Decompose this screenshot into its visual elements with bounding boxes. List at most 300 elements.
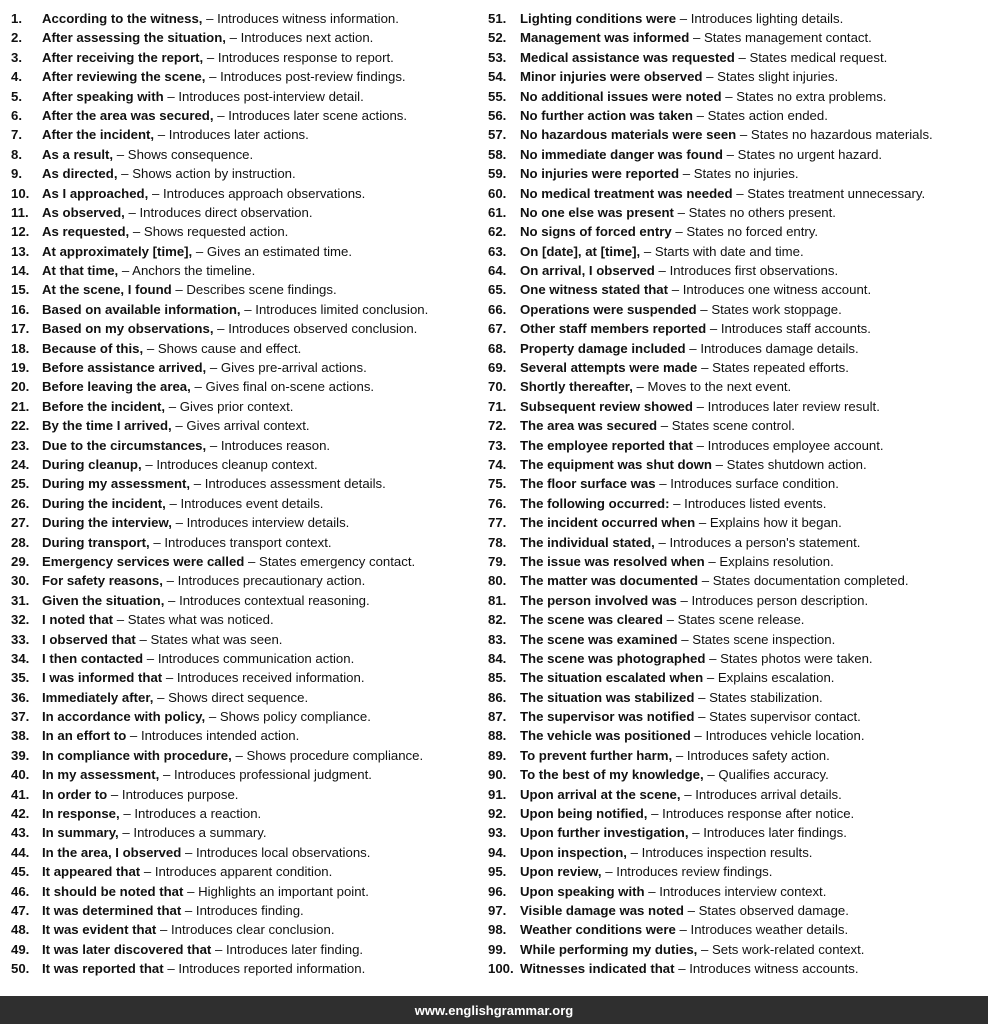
item-phrase: Medical assistance was requested bbox=[520, 49, 735, 65]
item-separator: – bbox=[187, 883, 195, 899]
item-phrase: Shortly thereafter, bbox=[520, 379, 633, 395]
item-description: Moves to the next event. bbox=[647, 379, 792, 395]
item-separator: – bbox=[679, 11, 688, 26]
footer-site-link[interactable]: www.englishgrammar.org bbox=[414, 1002, 574, 1018]
item-phrase: I observed that bbox=[42, 631, 136, 647]
item-phrase: As I approached, bbox=[42, 185, 149, 201]
item-separator: – bbox=[139, 631, 147, 647]
item-number: 48. bbox=[11, 922, 30, 938]
list-item bbox=[11, 823, 481, 842]
item-separator: – bbox=[157, 127, 166, 143]
item-description: Introduces later scene actions. bbox=[228, 107, 408, 123]
item-description: Introduces event details. bbox=[180, 495, 324, 511]
list-item bbox=[488, 862, 986, 881]
item-number: 7. bbox=[11, 127, 22, 143]
item-description: Introduces observed conclusion. bbox=[228, 321, 418, 337]
list-item bbox=[11, 707, 481, 726]
list-item bbox=[488, 901, 986, 920]
item-number: 69. bbox=[488, 360, 507, 376]
item-phrase: The situation escalated when bbox=[520, 670, 704, 686]
item-phrase: Upon review, bbox=[520, 864, 602, 880]
item-phrase: During the incident, bbox=[42, 495, 166, 511]
item-phrase: At the scene, I found bbox=[42, 282, 172, 298]
item-number: 63. bbox=[488, 243, 507, 259]
list-item bbox=[11, 843, 481, 862]
item-description: Anchors the timeline. bbox=[132, 263, 256, 279]
item-separator: – bbox=[687, 902, 695, 918]
item-number: 45. bbox=[11, 864, 30, 880]
item-separator: – bbox=[684, 786, 692, 802]
item-separator: – bbox=[195, 243, 204, 259]
item-separator: – bbox=[121, 263, 130, 279]
item-separator: – bbox=[110, 786, 119, 802]
list-item bbox=[11, 184, 481, 203]
item-phrase: It was evident that bbox=[42, 922, 157, 938]
item-description: Introduces person description. bbox=[691, 592, 869, 608]
item-separator: – bbox=[736, 185, 744, 201]
list-item bbox=[11, 397, 481, 416]
item-separator: – bbox=[700, 301, 708, 317]
item-separator: – bbox=[696, 398, 704, 414]
item-description: Introduces employee account. bbox=[707, 437, 884, 453]
list-item bbox=[488, 494, 986, 513]
item-separator: – bbox=[214, 941, 223, 957]
item-separator: – bbox=[739, 127, 748, 143]
item-separator: – bbox=[169, 495, 177, 511]
item-phrase: Visible damage was noted bbox=[520, 902, 684, 918]
item-phrase: I noted that bbox=[42, 612, 114, 628]
list-item bbox=[488, 552, 986, 571]
list-item bbox=[11, 533, 481, 552]
item-description: States what was noticed. bbox=[127, 612, 274, 628]
list-item bbox=[11, 746, 481, 765]
item-number: 86. bbox=[488, 689, 507, 705]
item-description: States action ended. bbox=[707, 107, 828, 123]
item-description: Introduces communication action. bbox=[157, 650, 355, 666]
item-number: 41. bbox=[11, 786, 30, 802]
item-separator: – bbox=[121, 166, 129, 182]
list-item bbox=[488, 436, 986, 455]
item-separator: – bbox=[648, 883, 656, 899]
item-number: 73. bbox=[488, 437, 507, 453]
item-phrase: To prevent further harm, bbox=[520, 747, 673, 763]
item-number: 59. bbox=[488, 166, 507, 182]
list-item bbox=[488, 377, 986, 396]
item-phrase: After speaking with bbox=[42, 88, 164, 104]
item-separator: – bbox=[151, 185, 160, 201]
item-description: Describes scene findings. bbox=[186, 282, 337, 298]
item-phrase: Upon inspection, bbox=[520, 844, 627, 860]
item-phrase: No one else was present bbox=[520, 204, 674, 220]
item-phrase: As a result, bbox=[42, 146, 114, 162]
item-phrase: The situation was stabilized bbox=[520, 689, 695, 705]
item-phrase: Upon speaking with bbox=[520, 883, 645, 899]
item-number: 87. bbox=[488, 709, 507, 725]
item-phrase: Emergency services were called bbox=[42, 553, 245, 569]
list-item bbox=[11, 882, 481, 901]
list-item bbox=[488, 959, 986, 978]
item-phrase: I was informed that bbox=[42, 670, 163, 686]
item-description: Introduces first observations. bbox=[669, 263, 839, 279]
item-phrase: At approximately [time], bbox=[42, 243, 193, 259]
item-phrase: As requested, bbox=[42, 224, 130, 240]
item-phrase: The scene was photographed bbox=[520, 650, 706, 666]
list-item bbox=[488, 48, 986, 67]
list-item bbox=[11, 436, 481, 455]
list-item bbox=[11, 48, 481, 67]
list-item bbox=[11, 339, 481, 358]
list-item bbox=[11, 513, 481, 532]
item-description: States no urgent hazard. bbox=[737, 146, 883, 162]
list-item bbox=[11, 920, 481, 939]
item-number: 18. bbox=[11, 340, 30, 356]
item-description: Introduces response after notice. bbox=[662, 806, 855, 822]
item-separator: – bbox=[209, 360, 218, 376]
item-separator: – bbox=[698, 515, 707, 531]
list-item bbox=[488, 513, 986, 532]
item-separator: – bbox=[206, 49, 215, 65]
item-phrase: Property damage included bbox=[520, 340, 686, 356]
item-phrase: Weather conditions were bbox=[520, 922, 676, 938]
item-number: 82. bbox=[488, 612, 507, 628]
item-number: 39. bbox=[11, 747, 30, 763]
item-description: Introduces witness information. bbox=[217, 11, 399, 26]
item-phrase: No immediate danger was found bbox=[520, 146, 723, 162]
item-description: Gives prior context. bbox=[179, 398, 294, 414]
item-phrase: The individual stated, bbox=[520, 534, 655, 550]
item-separator: – bbox=[681, 631, 689, 647]
item-number: 58. bbox=[488, 146, 507, 162]
list-item bbox=[11, 591, 481, 610]
item-separator: – bbox=[709, 650, 717, 666]
item-number: 61. bbox=[488, 204, 507, 220]
list-item bbox=[11, 649, 481, 668]
item-description: States no extra problems. bbox=[736, 88, 887, 104]
list-item bbox=[488, 571, 986, 590]
list-item bbox=[11, 610, 481, 629]
item-phrase: On [date], at [time], bbox=[520, 243, 641, 259]
item-phrase: After assessing the situation, bbox=[42, 30, 226, 46]
item-separator: – bbox=[636, 379, 644, 395]
item-phrase: The following occurred: bbox=[520, 495, 670, 511]
item-separator: – bbox=[193, 476, 202, 492]
item-number: 4. bbox=[11, 69, 22, 85]
item-separator: – bbox=[165, 670, 174, 686]
item-separator: – bbox=[217, 107, 225, 123]
item-number: 12. bbox=[11, 224, 30, 240]
item-separator: – bbox=[209, 69, 217, 85]
list-item bbox=[488, 106, 986, 125]
item-phrase: No medical treatment was needed bbox=[520, 185, 733, 201]
item-number: 42. bbox=[11, 806, 30, 822]
item-phrase: The supervisor was notified bbox=[520, 709, 695, 725]
item-separator: – bbox=[605, 864, 613, 880]
list-item bbox=[11, 474, 481, 493]
item-phrase: Before the incident, bbox=[42, 398, 166, 414]
item-number: 9. bbox=[11, 166, 22, 182]
item-phrase: Immediately after, bbox=[42, 689, 154, 705]
item-description: Introduces a person's statement. bbox=[669, 534, 861, 550]
item-number: 100. bbox=[488, 961, 514, 977]
item-phrase: No further action was taken bbox=[520, 107, 693, 123]
item-description: Introduces reason. bbox=[220, 437, 331, 453]
item-separator: – bbox=[229, 30, 237, 46]
item-phrase: In response, bbox=[42, 806, 120, 822]
item-number: 36. bbox=[11, 689, 30, 705]
item-separator: – bbox=[194, 379, 202, 395]
item-description: Introduces later review result. bbox=[707, 398, 880, 414]
item-separator: – bbox=[184, 902, 193, 918]
right-column bbox=[488, 9, 986, 979]
item-number: 43. bbox=[11, 825, 30, 841]
item-description: States photos were taken. bbox=[720, 650, 873, 666]
list-item bbox=[488, 87, 986, 106]
item-separator: – bbox=[660, 418, 669, 434]
item-description: Introduces review findings. bbox=[616, 864, 773, 880]
item-description: Introduces next action. bbox=[240, 30, 374, 46]
item-number: 65. bbox=[488, 282, 507, 298]
item-number: 52. bbox=[488, 30, 507, 46]
item-description: Introduces professional judgment. bbox=[173, 767, 372, 783]
item-number: 67. bbox=[488, 321, 507, 337]
list-item bbox=[488, 319, 986, 338]
item-phrase: After reviewing the scene, bbox=[42, 69, 206, 85]
item-separator: – bbox=[175, 282, 183, 298]
list-item bbox=[11, 726, 481, 745]
item-number: 83. bbox=[488, 631, 507, 647]
item-number: 74. bbox=[488, 456, 507, 472]
item-phrase: No additional issues were noted bbox=[520, 88, 722, 104]
item-description: States management contact. bbox=[703, 30, 872, 46]
item-phrase: Upon further investigation, bbox=[520, 825, 689, 841]
list-item bbox=[11, 125, 481, 144]
list-item bbox=[488, 610, 986, 629]
item-description: States scene inspection. bbox=[692, 631, 836, 647]
item-description: Introduces interview context. bbox=[659, 883, 827, 899]
item-description: Introduces lighting details. bbox=[690, 11, 844, 26]
item-description: Introduces later actions. bbox=[168, 127, 309, 143]
item-number: 21. bbox=[11, 398, 30, 414]
item-number: 50. bbox=[11, 961, 30, 977]
item-phrase: During my assessment, bbox=[42, 476, 191, 492]
item-separator: – bbox=[677, 204, 685, 220]
list-item bbox=[488, 940, 986, 959]
item-separator: – bbox=[244, 301, 252, 317]
item-number: 25. bbox=[11, 476, 30, 492]
item-number: 23. bbox=[11, 437, 30, 453]
item-description: Introduces weather details. bbox=[690, 922, 849, 938]
item-separator: – bbox=[209, 437, 218, 453]
list-item bbox=[488, 242, 986, 261]
item-description: States supervisor contact. bbox=[709, 709, 861, 725]
item-number: 34. bbox=[11, 650, 30, 666]
item-phrase: During cleanup, bbox=[42, 456, 142, 472]
list-item bbox=[11, 552, 481, 571]
item-separator: – bbox=[694, 728, 702, 744]
item-separator: – bbox=[168, 592, 176, 608]
item-number: 71. bbox=[488, 398, 507, 414]
item-phrase: As directed, bbox=[42, 166, 118, 182]
item-separator: – bbox=[692, 825, 700, 841]
item-description: States no forced entry. bbox=[686, 224, 819, 240]
item-number: 98. bbox=[488, 922, 507, 938]
item-separator: – bbox=[658, 263, 666, 279]
item-number: 10. bbox=[11, 185, 30, 201]
item-separator: – bbox=[675, 224, 683, 240]
item-description: Shows policy compliance. bbox=[219, 709, 371, 725]
item-number: 57. bbox=[488, 127, 507, 143]
list-item bbox=[488, 630, 986, 649]
item-number: 94. bbox=[488, 844, 507, 860]
item-description: Explains how it began. bbox=[709, 515, 842, 531]
item-phrase: According to the witness, bbox=[42, 11, 203, 26]
item-separator: – bbox=[666, 612, 674, 628]
list-item bbox=[488, 261, 986, 280]
item-description: Introduces post-review findings. bbox=[220, 69, 406, 85]
item-phrase: The area was secured bbox=[520, 418, 658, 434]
item-number: 22. bbox=[11, 418, 30, 434]
item-phrase: To the best of my knowledge, bbox=[520, 767, 704, 783]
list-item bbox=[488, 416, 986, 435]
item-phrase: Upon arrival at the scene, bbox=[520, 786, 681, 802]
list-item bbox=[488, 203, 986, 222]
list-item bbox=[11, 785, 481, 804]
item-phrase: Lighting conditions were bbox=[520, 11, 677, 26]
item-number: 24. bbox=[11, 456, 30, 472]
list-item bbox=[488, 125, 986, 144]
item-separator: – bbox=[689, 340, 697, 356]
item-phrase: Operations were suspended bbox=[520, 301, 697, 317]
item-separator: – bbox=[738, 49, 746, 65]
item-description: Introduces witness accounts. bbox=[689, 961, 859, 977]
item-separator: – bbox=[678, 961, 686, 977]
item-number: 77. bbox=[488, 515, 507, 531]
item-description: Introduces approach observations. bbox=[162, 185, 366, 201]
item-separator: – bbox=[675, 747, 684, 763]
item-description: Shows action by instruction. bbox=[132, 166, 296, 182]
item-separator: – bbox=[116, 612, 125, 628]
item-number: 49. bbox=[11, 941, 30, 957]
item-separator: – bbox=[145, 456, 153, 472]
list-item bbox=[488, 164, 986, 183]
list-item bbox=[11, 940, 481, 959]
item-description: Shows requested action. bbox=[143, 224, 289, 240]
item-number: 6. bbox=[11, 107, 22, 123]
item-phrase: It was later discovered that bbox=[42, 941, 212, 957]
list-item bbox=[11, 164, 481, 183]
item-description: Introduces finding. bbox=[195, 902, 304, 918]
item-separator: – bbox=[696, 437, 704, 453]
item-number: 97. bbox=[488, 902, 507, 918]
item-phrase: During the interview, bbox=[42, 515, 172, 531]
list-item bbox=[11, 455, 481, 474]
item-separator: – bbox=[157, 689, 165, 705]
item-separator: – bbox=[698, 709, 706, 725]
item-number: 44. bbox=[11, 844, 30, 860]
item-description: Introduces reported information. bbox=[178, 961, 366, 977]
item-separator: – bbox=[680, 592, 688, 608]
item-separator: – bbox=[162, 767, 171, 783]
item-number: 66. bbox=[488, 301, 507, 317]
item-description: Introduces precautionary action. bbox=[177, 573, 366, 589]
item-description: States scene control. bbox=[671, 418, 795, 434]
item-separator: – bbox=[682, 166, 691, 182]
item-number: 76. bbox=[488, 495, 507, 511]
list-item bbox=[11, 261, 481, 280]
item-phrase: Based on available information, bbox=[42, 301, 241, 317]
item-separator: – bbox=[658, 534, 666, 550]
list-item bbox=[488, 823, 986, 842]
list-item bbox=[11, 571, 481, 590]
item-description: States medical request. bbox=[749, 49, 888, 65]
item-separator: – bbox=[217, 321, 225, 337]
list-item bbox=[11, 765, 481, 784]
list-item bbox=[488, 882, 986, 901]
item-number: 28. bbox=[11, 534, 30, 550]
item-number: 37. bbox=[11, 709, 30, 725]
item-description: Introduces listed events. bbox=[684, 495, 827, 511]
item-phrase: Before assistance arrived, bbox=[42, 360, 207, 376]
item-number: 46. bbox=[11, 883, 30, 899]
item-phrase: During transport, bbox=[42, 534, 150, 550]
item-description: States documentation completed. bbox=[712, 573, 909, 589]
item-number: 70. bbox=[488, 379, 507, 395]
item-phrase: The scene was examined bbox=[520, 631, 678, 647]
item-phrase: The scene was cleared bbox=[520, 612, 663, 628]
list-item bbox=[11, 67, 481, 86]
item-description: Introduces purpose. bbox=[121, 786, 239, 802]
item-description: Introduces intended action. bbox=[140, 728, 300, 744]
item-description: Introduces a reaction. bbox=[134, 806, 262, 822]
list-item bbox=[11, 688, 481, 707]
item-separator: – bbox=[701, 573, 710, 589]
item-phrase: While performing my duties, bbox=[520, 941, 698, 957]
item-description: Sets work-related context. bbox=[712, 941, 865, 957]
item-number: 75. bbox=[488, 476, 507, 492]
item-description: States no injuries. bbox=[693, 166, 799, 182]
item-number: 20. bbox=[11, 379, 30, 395]
item-separator: – bbox=[726, 146, 734, 162]
list-item bbox=[488, 145, 986, 164]
item-phrase: It was determined that bbox=[42, 902, 182, 918]
item-description: Explains escalation. bbox=[717, 670, 835, 686]
item-number: 85. bbox=[488, 670, 507, 686]
item-separator: – bbox=[696, 107, 704, 123]
item-phrase: No signs of forced entry bbox=[520, 224, 672, 240]
item-separator: – bbox=[129, 728, 138, 744]
item-separator: – bbox=[673, 495, 681, 511]
list-item bbox=[488, 785, 986, 804]
item-description: Introduces transport context. bbox=[164, 534, 332, 550]
item-phrase: The matter was documented bbox=[520, 573, 699, 589]
list-item bbox=[488, 668, 986, 687]
item-separator: – bbox=[132, 224, 141, 240]
item-separator: – bbox=[630, 844, 638, 860]
item-description: Introduces direct observation. bbox=[139, 204, 313, 220]
item-separator: – bbox=[708, 553, 716, 569]
item-separator: – bbox=[706, 69, 714, 85]
item-phrase: After the incident, bbox=[42, 127, 155, 143]
list-item bbox=[488, 222, 986, 241]
item-description: States scene release. bbox=[677, 612, 805, 628]
item-phrase: Management was informed bbox=[520, 30, 690, 46]
item-phrase: Several attempts were made bbox=[520, 360, 698, 376]
list-item bbox=[11, 300, 481, 319]
item-phrase: Before leaving the area, bbox=[42, 379, 191, 395]
list-item bbox=[11, 862, 481, 881]
item-description: Introduces safety action. bbox=[686, 747, 830, 763]
item-number: 78. bbox=[488, 534, 507, 550]
